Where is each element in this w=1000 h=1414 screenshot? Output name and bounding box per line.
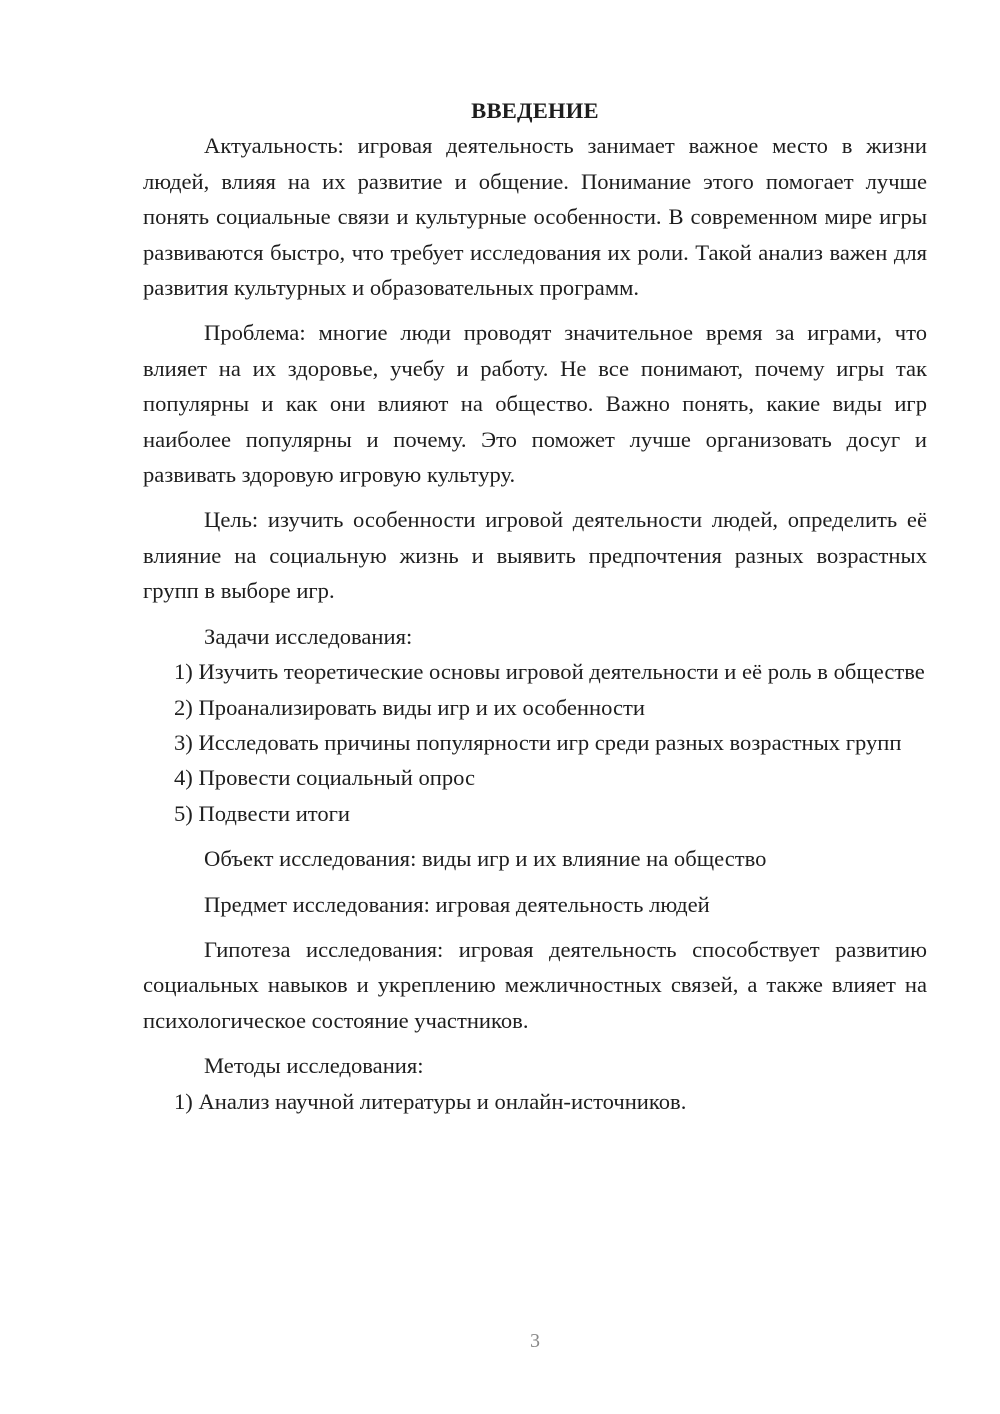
paragraph-problem: Проблема: многие люди проводят значительное время за играми, что влияет на их здоровье, учебу и работу. Не все понимают, почему игры так популярны и как они влияют на общество. Важно понять, какие виды игр наиболее популярны и почему. Это поможет лучше организовать досуг и развивать здоровую игровую культуру. — [143, 320, 927, 488]
paragraph-hypothesis: Гипотеза исследования: игровая деятельность способствует развитию социальных навыков и укреплению межличностных связей, а также влияет на психологическое состояние участников. — [143, 936, 927, 1033]
methods-heading: Методы исследования: — [204, 1053, 424, 1079]
tasks-heading: Задачи исследования: — [204, 623, 413, 649]
paragraph-object: Объект исследования: виды игр и их влияние на общество — [204, 846, 767, 872]
task-item-2: 2) Проанализировать виды игр и их особенности — [174, 694, 645, 720]
paragraph-subject: Предмет исследования: игровая деятельность людей — [204, 891, 710, 917]
section-title: ВВЕДЕНИЕ — [471, 98, 599, 123]
page-number: 3 — [530, 1330, 540, 1352]
page-content — [143, 93, 927, 1119]
task-item-5: 5) Подвести итоги — [174, 800, 351, 826]
task-item-1: 1) Изучить теоретические основы игровой деятельности и её роль в обществе — [174, 659, 925, 685]
method-item-1: 1) Анализ научной литературы и онлайн-источников. — [174, 1088, 687, 1114]
paragraph-relevance: Актуальность: игровая деятельность занимает важное место в жизни людей, влияя на их развитие и общение. Понимание этого помогает лучше понять социальные связи и культурные особенности. В современном мире игры развиваются быстро, что требует исследования их роли. Такой анализ важен для развития культурных и образовательных программ. — [143, 133, 927, 301]
task-item-3: 3) Исследовать причины популярности игр среди разных возрастных групп — [174, 729, 902, 755]
task-item-4: 4) Провести социальный опрос — [174, 765, 476, 791]
paragraph-goal: Цель: изучить особенности игровой деятельности людей, определить её влияние на социальную жизнь и выявить предпочтения разных возрастных групп в выборе игр. — [143, 507, 927, 604]
